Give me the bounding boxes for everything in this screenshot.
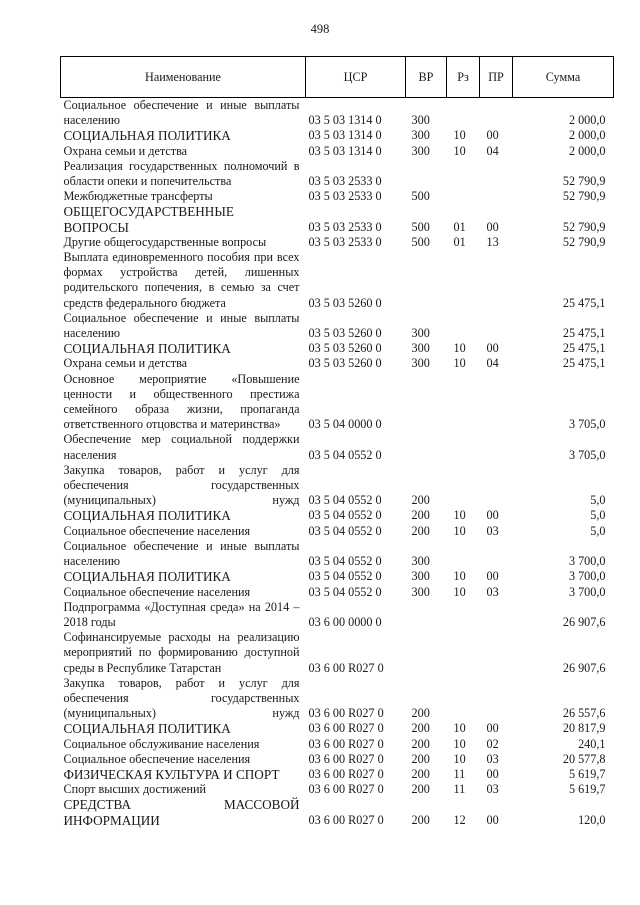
row-rz: 10 [453, 508, 466, 523]
row-pr: 02 [486, 736, 499, 751]
table-row [61, 128, 614, 143]
row-rz: 10 [453, 523, 466, 538]
header-rz: Рз [447, 57, 480, 98]
row-name: СОЦИАЛЬНАЯ ПОЛИТИКА [63, 721, 231, 737]
row-rz: 12 [453, 812, 466, 827]
row-rz: 11 [453, 766, 466, 781]
row-csr: 03 6 00 R027 0 [308, 706, 384, 721]
row-pr: 00 [486, 569, 499, 584]
row-pr [480, 432, 513, 462]
row-vr: 300 [411, 341, 430, 356]
row-vr: 300 [411, 143, 430, 158]
row-name: Реализация государственных полномочий в области опеки и попечительства [63, 158, 300, 189]
row-csr: 03 6 00 R027 0 [308, 751, 384, 766]
row-pr: 00 [486, 508, 499, 523]
row-name: Межбюджетные трансферты [63, 189, 213, 204]
row-pr: 03 [486, 523, 499, 538]
row-pr: 00 [486, 766, 499, 781]
row-csr: 03 5 04 0552 0 [308, 493, 382, 508]
row-pr [480, 189, 513, 204]
row-name: Спорт высших достижений [63, 782, 207, 797]
row-sum: 240,1 [578, 736, 606, 751]
row-vr [406, 432, 447, 462]
row-name: СОЦИАЛЬНАЯ ПОЛИТИКА [63, 569, 231, 585]
row-sum: 26 907,6 [562, 660, 606, 675]
row-pr [480, 600, 513, 630]
row-vr: 200 [411, 812, 430, 827]
row-csr: 03 5 04 0552 0 [308, 447, 382, 462]
row-name: Социальное обслуживание населения [63, 736, 260, 751]
row-name: Закупка товаров, работ и услуг для обеспечения государственных (муниципальных) нужд [63, 462, 300, 508]
row-csr: 03 6 00 R027 0 [308, 766, 384, 781]
row-sum: 3 700,0 [568, 554, 606, 569]
row-pr [480, 630, 513, 676]
row-rz: 10 [453, 584, 466, 599]
row-rz: 10 [453, 356, 466, 371]
row-name: Софинансируемые расходы на реализацию мероприятий по формированию доступной среды в Республике Татарстан [63, 630, 300, 675]
row-name: СОЦИАЛЬНАЯ ПОЛИТИКА [63, 341, 231, 357]
row-sum: 5 619,7 [568, 782, 606, 797]
row-sum: 52 790,9 [562, 174, 606, 189]
table-row [61, 782, 614, 797]
row-pr [480, 372, 513, 433]
row-csr: 03 5 04 0552 0 [308, 554, 382, 569]
row-pr [480, 539, 513, 569]
table-body [61, 98, 614, 828]
row-rz: 10 [453, 341, 466, 356]
row-csr: 03 6 00 0000 0 [308, 614, 382, 629]
row-vr: 300 [411, 569, 430, 584]
table-row [61, 250, 614, 311]
table-row [61, 585, 614, 600]
row-sum: 25 475,1 [562, 356, 606, 371]
row-pr: 00 [486, 721, 499, 736]
row-pr [480, 98, 513, 129]
row-csr: 03 5 03 5260 0 [308, 341, 382, 356]
table-row [61, 235, 614, 250]
row-vr: 200 [411, 782, 430, 797]
row-rz [447, 432, 480, 462]
page-number: 498 [310, 22, 330, 36]
row-sum: 25 475,1 [562, 295, 606, 310]
row-rz [447, 159, 480, 189]
row-sum: 52 790,9 [562, 234, 606, 249]
row-csr: 03 5 04 0552 0 [308, 523, 382, 538]
row-vr: 300 [411, 113, 430, 128]
row-sum: 20 817,9 [562, 721, 606, 736]
row-vr: 300 [411, 584, 430, 599]
row-sum: 120,0 [578, 812, 606, 827]
table-row [61, 767, 614, 782]
row-rz: 11 [453, 782, 466, 797]
table-row [61, 432, 614, 462]
row-csr: 03 5 04 0000 0 [308, 417, 382, 432]
row-vr [406, 372, 447, 433]
table-row [61, 630, 614, 676]
row-csr: 03 5 03 1314 0 [308, 143, 382, 158]
row-csr: 03 5 04 0552 0 [308, 508, 382, 523]
row-pr: 03 [486, 782, 499, 797]
row-csr: 03 6 00 R027 0 [308, 736, 384, 751]
row-pr: 03 [486, 751, 499, 766]
table-row [61, 463, 614, 509]
row-sum: 3 705,0 [568, 447, 606, 462]
row-name: Обеспечение мер социальной поддержки населения [63, 432, 300, 462]
row-sum: 2 000,0 [568, 128, 606, 143]
row-vr: 300 [411, 356, 430, 371]
row-rz [447, 311, 480, 341]
row-vr: 200 [411, 751, 430, 766]
row-name: Выплата единовременного пособия при всех формах устройства детей, лишенных родительского попечения, в семью за счет средств федерального бюджета [63, 250, 300, 310]
table-row [61, 797, 614, 827]
row-name: СРЕДСТВА МАССОВОЙ ИНФОРМАЦИИ [63, 797, 300, 828]
row-rz: 10 [453, 128, 466, 143]
row-vr [406, 630, 447, 676]
row-rz [447, 98, 480, 129]
row-sum: 52 790,9 [562, 219, 606, 234]
table-header-row [61, 57, 614, 98]
header-vr: ВР [406, 57, 447, 98]
row-sum: 2 000,0 [568, 143, 606, 158]
row-rz [447, 676, 480, 722]
row-pr: 00 [486, 812, 499, 827]
row-pr: 04 [486, 356, 499, 371]
row-rz: 10 [453, 721, 466, 736]
row-name: Социальное обеспечение и иные выплаты населению [63, 310, 300, 341]
row-sum: 2 000,0 [568, 113, 606, 128]
row-sum: 3 705,0 [568, 417, 606, 432]
header-sum: Сумма [513, 57, 614, 98]
row-vr: 200 [411, 523, 430, 538]
row-vr: 200 [411, 721, 430, 736]
table-row [61, 189, 614, 204]
table-row [61, 372, 614, 433]
row-sum: 52 790,9 [562, 189, 606, 204]
row-name: Охрана семьи и детства [63, 356, 188, 371]
table-row [61, 569, 614, 584]
row-csr: 03 5 03 5260 0 [308, 326, 382, 341]
row-vr: 300 [411, 554, 430, 569]
row-sum: 25 475,1 [562, 326, 606, 341]
row-vr: 200 [411, 766, 430, 781]
row-pr: 00 [486, 128, 499, 143]
table-row [61, 752, 614, 767]
row-name: Основное мероприятие «Повышение ценности и общественного престижа семейного образа жизни, пропаганда ответственного отцовства и материнства» [63, 371, 300, 432]
row-csr: 03 5 04 0552 0 [308, 584, 382, 599]
table-row [61, 204, 614, 234]
row-vr: 500 [411, 219, 430, 234]
row-vr: 300 [411, 326, 430, 341]
row-sum: 3 700,0 [568, 569, 606, 584]
row-csr: 03 6 00 R027 0 [308, 782, 384, 797]
table-row [61, 737, 614, 752]
row-name: Подпрограмма «Доступная среда» на 2014 – 2018 годы [63, 599, 300, 629]
row-pr: 13 [486, 234, 499, 249]
row-pr: 03 [486, 584, 499, 599]
row-csr: 03 5 03 2533 0 [308, 234, 382, 249]
row-name: ОБЩЕГОСУДАРСТВЕННЫЕ ВОПРОСЫ [63, 204, 234, 235]
row-name: СОЦИАЛЬНАЯ ПОЛИТИКА [63, 508, 231, 524]
table-row [61, 341, 614, 356]
row-sum: 25 475,1 [562, 341, 606, 356]
row-csr: 03 5 03 2533 0 [308, 174, 382, 189]
row-rz [447, 372, 480, 433]
row-vr [406, 600, 447, 630]
row-csr: 03 6 00 R027 0 [308, 721, 384, 736]
row-name: Социальное обеспечение и иные выплаты населению [63, 98, 300, 128]
table-row [61, 144, 614, 159]
row-rz [447, 463, 480, 509]
row-sum: 26 907,6 [562, 614, 606, 629]
row-rz: 10 [453, 143, 466, 158]
row-csr: 03 5 03 5260 0 [308, 295, 382, 310]
row-vr: 200 [411, 508, 430, 523]
row-name: Закупка товаров, работ и услуг для обеспечения государственных (муниципальных) нужд [63, 675, 300, 721]
row-pr [480, 463, 513, 509]
row-name: Социальное обеспечение и иные выплаты населению [63, 538, 300, 569]
row-rz [447, 189, 480, 204]
row-pr [480, 250, 513, 311]
row-csr: 03 5 03 2533 0 [308, 219, 382, 234]
row-rz: 10 [453, 751, 466, 766]
row-pr [480, 676, 513, 722]
row-rz: 10 [453, 736, 466, 751]
row-csr: 03 6 00 R027 0 [308, 812, 384, 827]
row-rz [447, 630, 480, 676]
row-rz [447, 600, 480, 630]
row-rz: 01 [453, 234, 466, 249]
table-row [61, 539, 614, 569]
row-vr: 200 [411, 736, 430, 751]
row-vr: 200 [411, 706, 430, 721]
row-rz [447, 539, 480, 569]
table-row [61, 508, 614, 523]
row-name: Охрана семьи и детства [63, 143, 188, 158]
budget-table [60, 56, 614, 828]
row-csr: 03 5 04 0552 0 [308, 569, 382, 584]
header-pr: ПР [480, 57, 513, 98]
row-csr: 03 6 00 R027 0 [308, 660, 384, 675]
header-name: Наименование [61, 57, 306, 98]
row-sum: 5 619,7 [568, 766, 606, 781]
row-name: СОЦИАЛЬНАЯ ПОЛИТИКА [63, 128, 231, 144]
table-row [61, 311, 614, 341]
row-pr [480, 311, 513, 341]
row-name: Социальное обеспечение населения [63, 523, 251, 538]
row-csr: 03 5 03 1314 0 [308, 113, 382, 128]
row-pr: 04 [486, 143, 499, 158]
row-vr: 500 [411, 234, 430, 249]
table-row [61, 356, 614, 371]
row-sum: 5,0 [590, 523, 606, 538]
row-sum: 5,0 [590, 508, 606, 523]
table-row [61, 98, 614, 129]
row-pr: 00 [486, 341, 499, 356]
table-row [61, 676, 614, 722]
row-csr: 03 5 03 1314 0 [308, 128, 382, 143]
row-pr [480, 159, 513, 189]
row-sum: 5,0 [590, 493, 606, 508]
row-csr: 03 5 03 2533 0 [308, 189, 382, 204]
header-csr: ЦСР [306, 57, 406, 98]
row-name: Социальное обеспечение населения [63, 584, 251, 599]
row-rz [447, 250, 480, 311]
row-sum: 3 700,0 [568, 584, 606, 599]
row-vr [406, 159, 447, 189]
row-name: ФИЗИЧЕСКАЯ КУЛЬТУРА И СПОРТ [63, 766, 280, 782]
row-vr: 500 [411, 189, 430, 204]
row-vr: 300 [411, 128, 430, 143]
row-sum: 20 577,8 [562, 751, 606, 766]
row-name: Другие общегосударственные вопросы [63, 234, 267, 249]
row-vr: 200 [411, 493, 430, 508]
row-csr: 03 5 03 5260 0 [308, 356, 382, 371]
table-row [61, 721, 614, 736]
row-sum: 26 557,6 [562, 706, 606, 721]
table-row [61, 600, 614, 630]
table-row [61, 524, 614, 539]
row-rz: 01 [453, 219, 466, 234]
row-rz: 10 [453, 569, 466, 584]
row-pr: 00 [486, 219, 499, 234]
row-vr [406, 250, 447, 311]
row-name: Социальное обеспечение населения [63, 751, 251, 766]
table-row [61, 159, 614, 189]
